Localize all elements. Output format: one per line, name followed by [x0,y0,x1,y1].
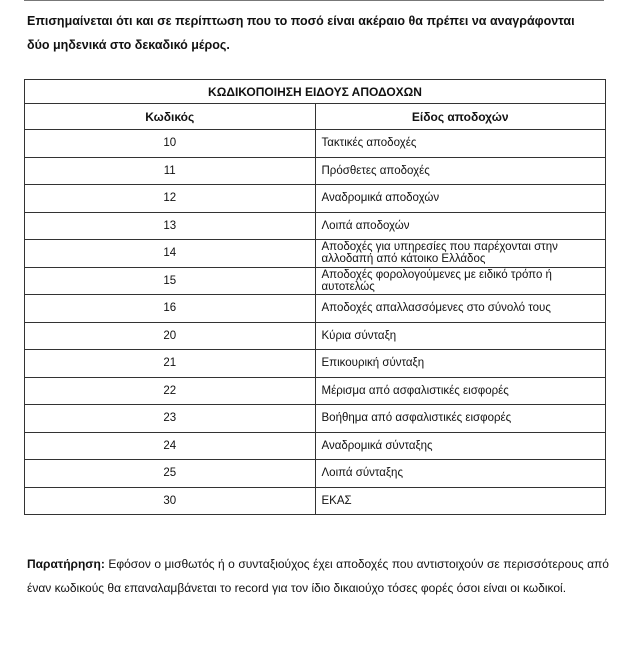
table-row [25,267,606,295]
table-row [25,405,606,433]
intro-line-1: Επισημαίνεται ότι και σε περίπτωση που το ποσό είναι ακέραιο θα πρέπει να αναγράφονται [27,14,575,28]
table-title: ΚΩΔΙΚΟΠΟΙΗΣΗ ΕΙΔΟΥΣ ΑΠΟΔΟΧΩΝ [25,80,606,104]
description-cell: Λοιπά σύνταξης [315,460,606,488]
description-cell: ΕΚΑΣ [315,487,606,515]
code-cell: 23 [25,405,316,433]
note-paragraph [27,552,609,600]
table-body [25,130,606,515]
description-cell: Μέρισμα από ασφαλιστικές εισφορές [315,377,606,405]
code-cell: 16 [25,295,316,323]
table-row [25,487,606,515]
code-cell: 25 [25,460,316,488]
table-row [25,130,606,158]
description-cell: Αναδρομικά σύνταξης [315,432,606,460]
table-row [25,377,606,405]
code-cell: 21 [25,350,316,378]
description-cell: Κύρια σύνταξη [315,322,606,350]
table-row [25,432,606,460]
code-cell: 15 [25,267,316,295]
code-cell: 13 [25,212,316,240]
note-label: Παρατήρηση: [27,557,105,571]
table-row [25,295,606,323]
code-cell: 24 [25,432,316,460]
code-cell: 20 [25,322,316,350]
code-cell: 14 [25,240,316,268]
column-header-code: Κωδικός [25,104,316,130]
code-cell: 30 [25,487,316,515]
description-cell: Τακτικές αποδοχές [315,130,606,158]
description-cell: Αποδοχές για υπηρεσίες που παρέχονται στην αλλοδαπή από κάτοικο Ελλάδος [315,240,606,268]
table-row [25,460,606,488]
description-cell: Επικουρική σύνταξη [315,350,606,378]
description-cell: Αποδοχές φορολογούμενες με ειδικό τρόπο ή αυτοτελώς [315,267,606,295]
table-row [25,157,606,185]
column-header-type: Είδος αποδοχών [315,104,606,130]
table-row [25,185,606,213]
top-divider [24,0,604,1]
table-row [25,322,606,350]
table-row [25,350,606,378]
code-cell: 10 [25,130,316,158]
description-cell: Πρόσθετες αποδοχές [315,157,606,185]
earnings-code-table [24,79,606,515]
code-cell: 22 [25,377,316,405]
code-cell: 12 [25,185,316,213]
table-row [25,212,606,240]
code-cell: 11 [25,157,316,185]
note-text: Εφόσον ο μισθωτός ή ο συνταξιούχος έχει αποδοχές που αντιστοιχούν σε περισσότερους από έναν κωδικούς θα επαναλαμβάνεται το record για τον ίδιο δικαιούχο τόσες φορές όσοι είναι οι κωδικοί. [27,557,609,595]
description-cell: Βοήθημα από ασφαλιστικές εισφορές [315,405,606,433]
intro-line-2: δύο μηδενικά στο δεκαδικό μέρος. [27,38,230,52]
intro-paragraph [27,9,607,57]
description-cell: Λοιπά αποδοχών [315,212,606,240]
table-row [25,240,606,268]
description-cell: Αποδοχές απαλλασσόμενες στο σύνολό τους [315,295,606,323]
description-cell: Αναδρομικά αποδοχών [315,185,606,213]
